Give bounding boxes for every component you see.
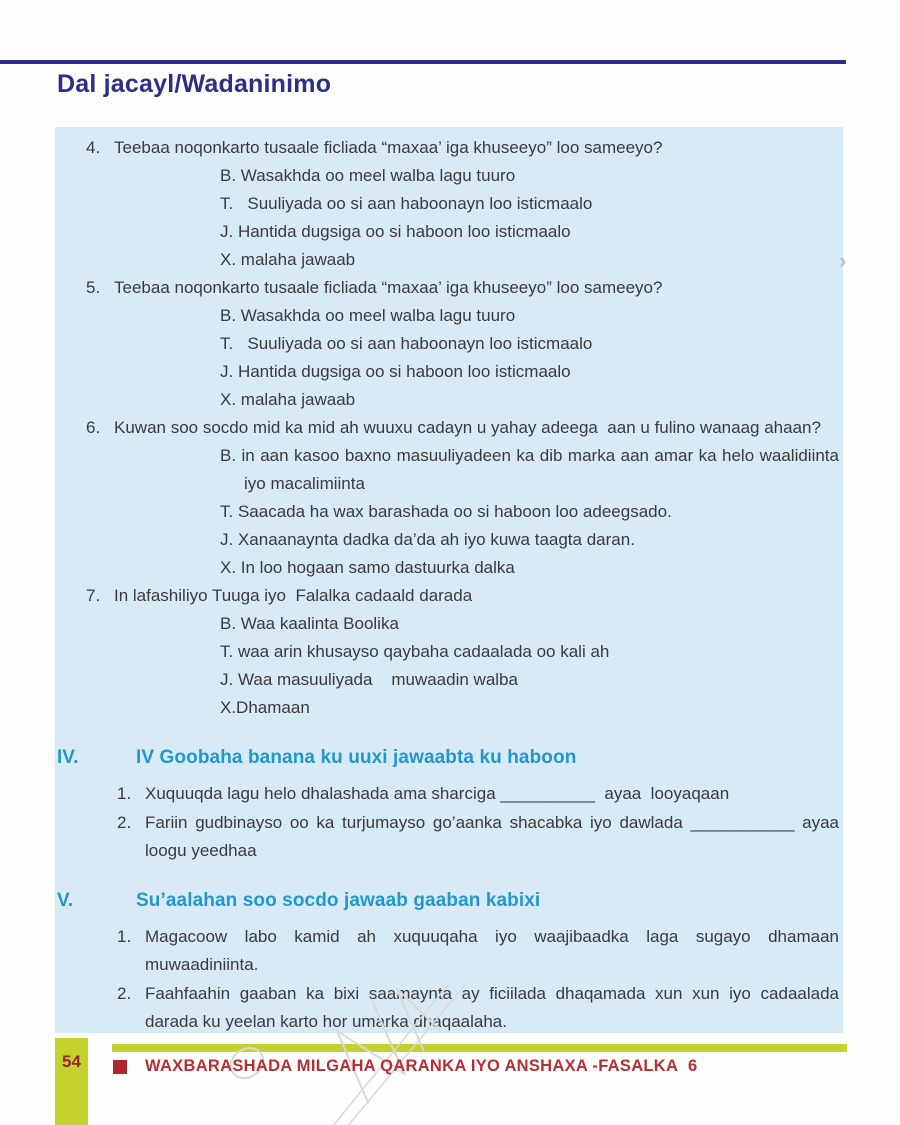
answer-option: B. Waa kaalinta Boolika <box>220 614 399 633</box>
item-number: 2. <box>117 813 132 832</box>
section-item <box>55 809 843 865</box>
chevron-right-icon[interactable]: › <box>839 248 847 273</box>
item-text: Faahfaahin gaaban ka bixi saamaynta ay ficiilada dhaqamada xun xun iyo cadaalada darada ku yeelan karto hor umarka dhaqaalaha. <box>145 984 839 1031</box>
answer-option: J. Xanaanaynta dadka da’da ah iyo kuwa taagta daran. <box>220 530 635 549</box>
question-text: Kuwan soo socdo mid ka mid ah wuuxu cadayn u yahay adeega aan u fulino wanaag ahaan? <box>114 418 821 437</box>
answer-option: J. Waa masuuliyada muwaadin walba <box>220 670 518 689</box>
header-divider <box>0 60 846 64</box>
answer-option: X. malaha jawaab <box>220 390 356 409</box>
question <box>55 134 843 162</box>
answer-option: J. Hantida dugsiga oo si haboon loo isticmaalo <box>220 362 571 381</box>
question <box>55 274 843 302</box>
question-number: 7. <box>86 586 101 605</box>
question-text: In lafashiliyo Tuuga iyo Falalka cadaald darada <box>114 586 473 605</box>
footer-title: WAXBARASHADA MILGAHA QARANKA IYO ANSHAXA -FASALKA 6 <box>145 1057 698 1075</box>
section-item <box>55 923 843 979</box>
question-text: Teebaa noqonkarto tusaale ficliada “maxaa’ iga khuseeyo” loo sameeyo? <box>114 138 663 157</box>
answer-option: T. waa arin khusayso qaybaha cadaalada oo kali ah <box>220 642 610 661</box>
footer-rule <box>112 1044 847 1052</box>
page-number: 54 <box>62 1052 81 1071</box>
section-item <box>55 780 843 808</box>
red-square-bullet-icon <box>113 1060 127 1074</box>
section-heading-row <box>55 744 843 772</box>
question-text: Teebaa noqonkarto tusaale ficliada “maxaa’ iga khuseeyo” loo sameeyo? <box>114 278 663 297</box>
question-number: 5. <box>86 278 101 297</box>
item-text: Magacoow labo kamid ah xuquuqaha iyo waajibaadka laga sugayo dhamaan muwaadiniinta. <box>145 927 839 974</box>
question-number: 6. <box>86 418 101 437</box>
section-roman-numeral: V. <box>57 890 74 911</box>
answer-option: T. Suuliyada oo si aan haboonayn loo isticmaalo <box>220 334 593 353</box>
answer-option: X. In loo hogaan samo dastuurka dalka <box>220 558 515 577</box>
answer-option: B. Wasakhda oo meel walba lagu tuuro <box>220 306 516 325</box>
section-iv <box>55 744 843 865</box>
item-text: Fariin gudbinayso oo ka turjumayso go’aanka shacabka iyo dawlada ___________ ayaa loogu yeedhaa <box>145 813 839 860</box>
section-heading: IV Goobaha banana ku uuxi jawaabta ku haboon <box>136 747 577 768</box>
answer-option: J. Hantida dugsiga oo si haboon loo isticmaalo <box>220 222 571 241</box>
item-number: 1. <box>117 784 132 803</box>
page-title: Dal jacayl/Wadaninimo <box>57 70 332 98</box>
section-item <box>55 980 843 1036</box>
question <box>55 582 843 610</box>
section-roman-numeral: IV. <box>57 747 79 768</box>
content-panel <box>55 127 843 1033</box>
section-heading: Su’aalahan soo socdo jawaab gaaban kabixi <box>136 890 541 911</box>
question <box>55 414 843 442</box>
answer-option: T. Saacada ha wax barashada oo si haboon loo adeegsado. <box>220 502 672 521</box>
answer-option: X.Dhamaan <box>220 698 310 717</box>
answer-option: X. malaha jawaab <box>220 250 356 269</box>
answer-option: B. in aan kasoo baxno masuuliyadeen ka dib marka aan amar ka helo waalidiinta iyo macalimiinta <box>220 446 839 493</box>
item-number: 1. <box>117 927 132 946</box>
answer-option: T. Suuliyada oo si aan haboonayn loo isticmaalo <box>220 194 593 213</box>
question-number: 4. <box>86 138 101 157</box>
item-text: Xuquuqda lagu helo dhalashada ama sharciga __________ ayaa looyaqaan <box>145 784 730 803</box>
answer-option: B. Wasakhda oo meel walba lagu tuuro <box>220 166 516 185</box>
item-number: 2. <box>117 984 132 1003</box>
section-heading-row <box>55 887 843 915</box>
section-v <box>55 887 843 1036</box>
